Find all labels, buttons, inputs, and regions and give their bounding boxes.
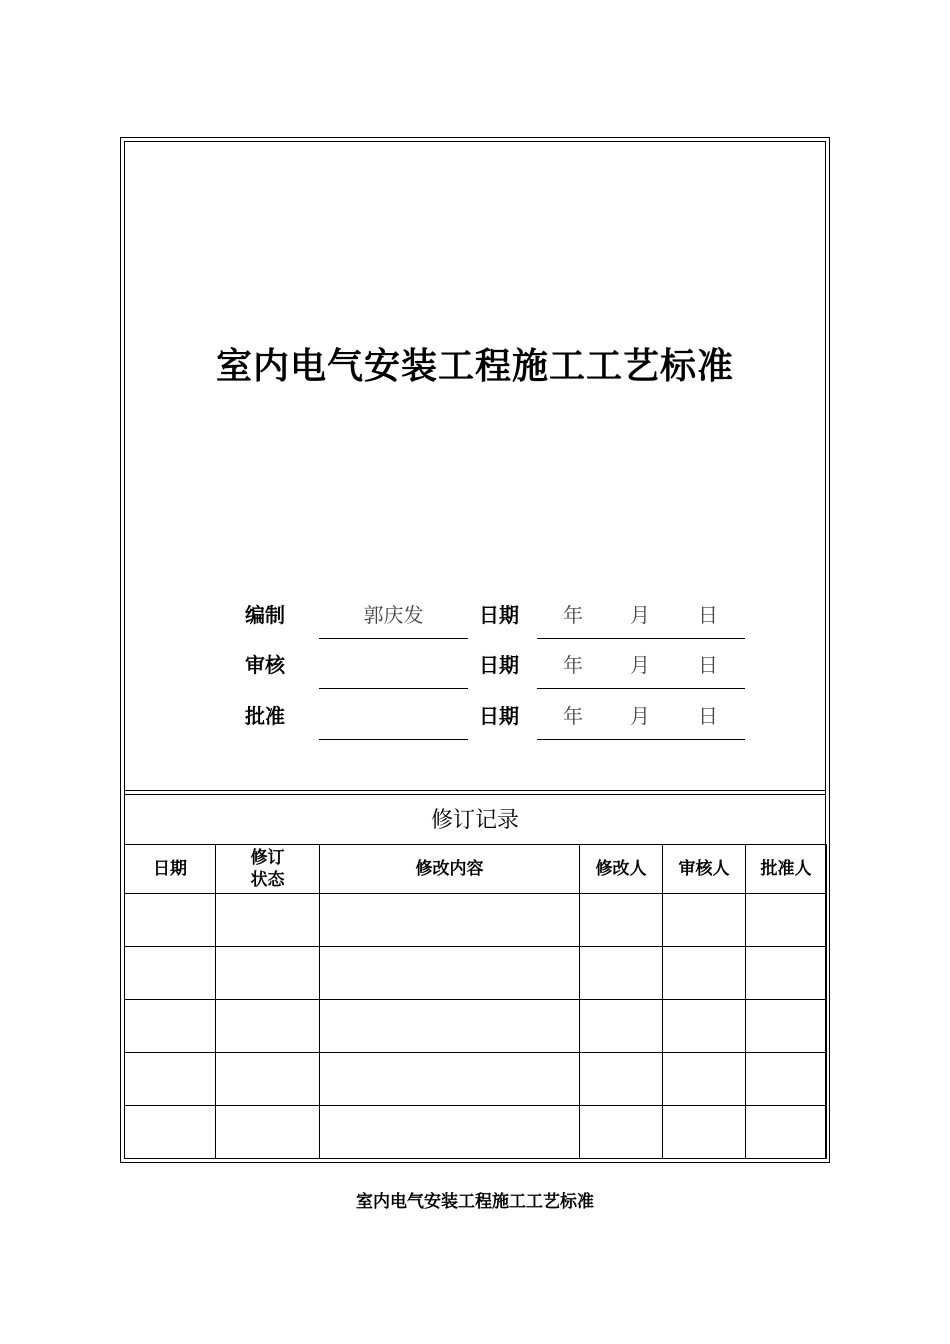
date-month-approve: 月 [630, 704, 650, 728]
table-cell [125, 1106, 216, 1159]
table-cell [320, 1106, 580, 1159]
signature-label-approve: 批准 [245, 704, 285, 728]
table-row [125, 1000, 827, 1053]
date-label-approve: 日期 [479, 704, 519, 728]
document-title: 室内电气安装工程施工工艺标准 [215, 346, 734, 387]
table-cell [125, 947, 216, 1000]
revision-table [124, 844, 827, 1159]
page-footer: 室内电气安装工程施工工艺标准 [356, 1192, 594, 1212]
table-cell [320, 894, 580, 947]
table-cell [580, 947, 663, 1000]
table-cell [216, 894, 320, 947]
column-header-revision-status: 修订 状态 [216, 845, 320, 894]
column-header-reviewer: 审核人 [663, 845, 746, 894]
table-cell [663, 1000, 746, 1053]
table-cell [320, 1000, 580, 1053]
table-cell [216, 947, 320, 1000]
table-cell [216, 1000, 320, 1053]
table-cell [125, 1000, 216, 1053]
date-line-approve [537, 739, 745, 740]
table-cell [663, 894, 746, 947]
section-separator-top [124, 790, 826, 791]
date-day-review: 日 [698, 653, 718, 677]
signature-line-compile [319, 638, 468, 639]
signature-line-approve [319, 739, 468, 740]
date-year-approve: 年 [563, 704, 583, 728]
date-year-compile: 年 [563, 603, 583, 627]
date-year-review: 年 [563, 653, 583, 677]
signature-name-compile: 郭庆发 [363, 603, 424, 627]
table-cell [746, 1106, 827, 1159]
table-cell [580, 894, 663, 947]
table-row [125, 1053, 827, 1106]
table-cell [746, 1000, 827, 1053]
table-cell [320, 1053, 580, 1106]
date-day-approve: 日 [698, 704, 718, 728]
table-cell [216, 1106, 320, 1159]
table-cell [746, 947, 827, 1000]
date-line-compile [537, 638, 745, 639]
table-cell [663, 947, 746, 1000]
table-row [125, 947, 827, 1000]
table-cell [320, 947, 580, 1000]
table-cell [125, 894, 216, 947]
signature-label-review: 审核 [245, 653, 285, 677]
table-cell [216, 1053, 320, 1106]
table-cell [580, 1053, 663, 1106]
date-line-review [537, 688, 745, 689]
revision-table-header [125, 845, 827, 894]
date-label-compile: 日期 [479, 603, 519, 627]
date-label-review: 日期 [479, 653, 519, 677]
table-row [125, 894, 827, 947]
date-day-compile: 日 [698, 603, 718, 627]
table-cell [125, 1053, 216, 1106]
table-cell [663, 1106, 746, 1159]
column-header-modifier: 修改人 [580, 845, 663, 894]
column-header-change-content: 修改内容 [320, 845, 580, 894]
column-header-date: 日期 [125, 845, 216, 894]
date-month-review: 月 [630, 653, 650, 677]
column-header-approver: 批准人 [746, 845, 827, 894]
table-cell [580, 1000, 663, 1053]
table-cell [746, 894, 827, 947]
revision-record-title: 修订记录 [430, 808, 519, 833]
signature-label-compile: 编制 [245, 603, 285, 627]
table-row [125, 1106, 827, 1159]
table-cell [580, 1106, 663, 1159]
section-separator-bottom [124, 794, 826, 795]
table-cell [663, 1053, 746, 1106]
table-cell [746, 1053, 827, 1106]
signature-line-review [319, 688, 468, 689]
date-month-compile: 月 [630, 603, 650, 627]
